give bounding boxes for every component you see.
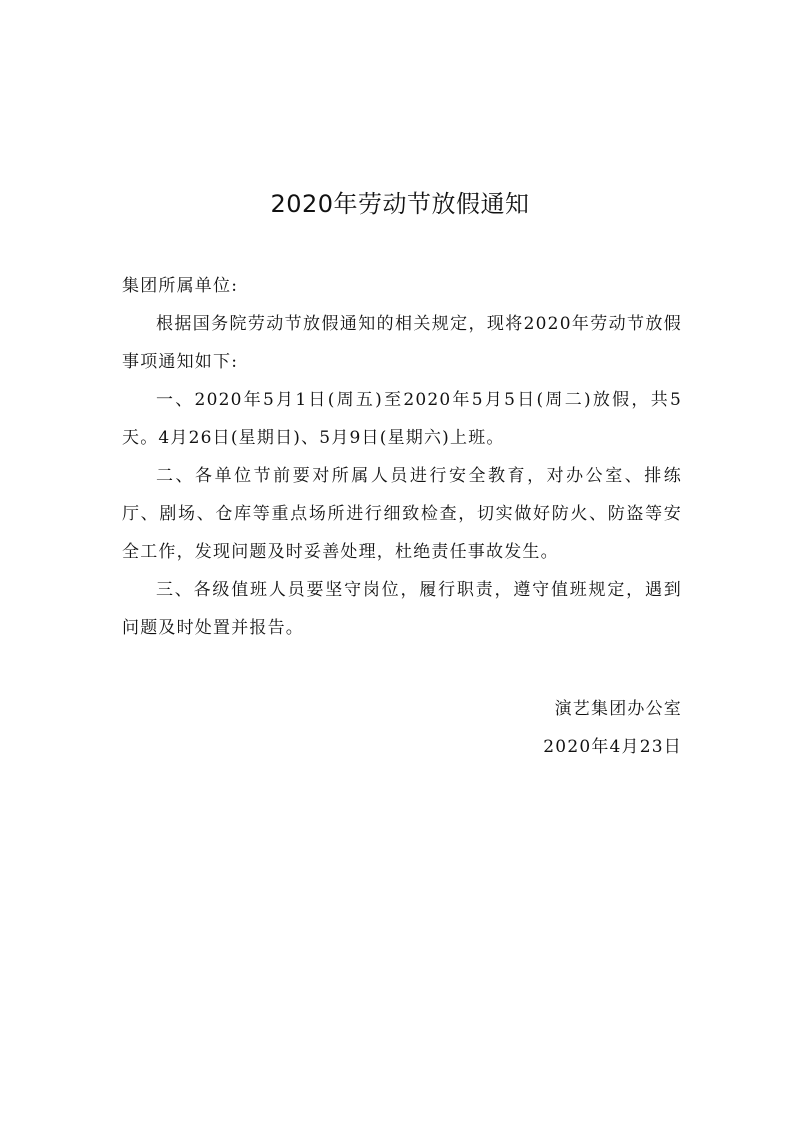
paragraph-item-1: 一、2020年5月1日(周五)至2020年5月5日(周二)放假，共5天。4月26日(星期日)、5月9日(星期六)上班。 [122,390,682,448]
document-body [122,267,682,647]
document-title: 2020年劳动节放假通知 [270,190,530,218]
signature-block [543,690,682,766]
signature-organization: 演艺集团办公室 [554,699,682,719]
salutation: 集团所属单位: [122,276,239,296]
signature-date: 2020年4月23日 [543,737,682,757]
paragraph-item-2: 二、各单位节前要对所属人员进行安全教育，对办公室、排练厅、剧场、仓库等重点场所进行细致检查，切实做好防火、防盗等安全工作，发现问题及时妥善处理，杜绝责任事故发生。 [122,466,682,562]
paragraph-item-3: 三、各级值班人员要坚守岗位，履行职责，遵守值班规定，遇到问题及时处置并报告。 [122,580,682,638]
paragraph-intro: 根据国务院劳动节放假通知的相关规定，现将2020年劳动节放假事项通知如下: [122,314,682,372]
